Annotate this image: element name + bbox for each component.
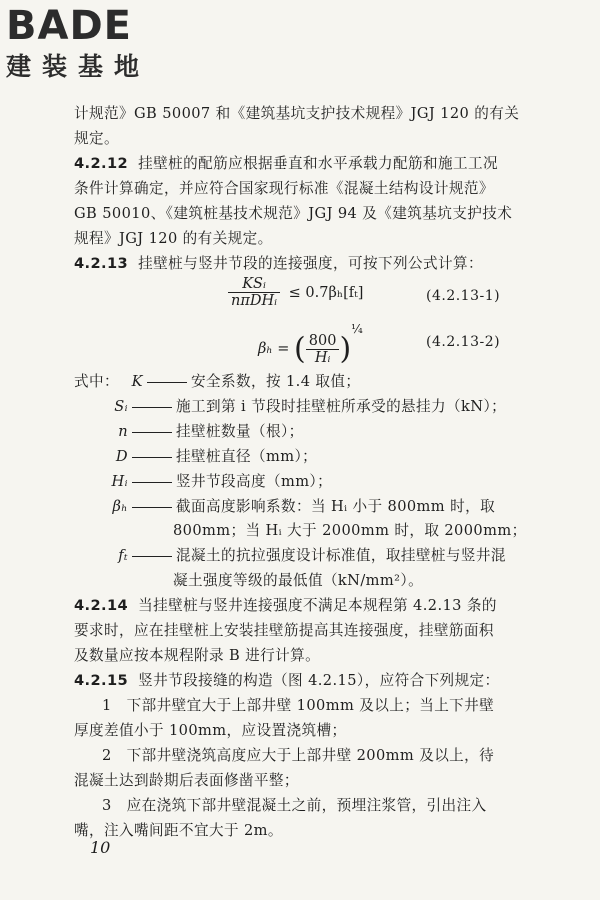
text-line: 挂壁桩与竖井节段的连接强度，可按下列公式计算： (138, 255, 483, 272)
fraction-denominator: Hᵢ (314, 349, 331, 366)
logo-chinese: 建装基地 (6, 52, 151, 81)
symbol: K (131, 373, 143, 390)
symbol: n (118, 423, 128, 440)
formula-lhs: βₕ = (258, 341, 290, 357)
section-4-2-13 (74, 254, 483, 274)
logo (6, 4, 150, 82)
where-clause (74, 372, 360, 392)
section-number: 4.2.13 (74, 255, 129, 272)
symbol-description: 截面高度影响系数：当 Hᵢ 小于 800mm 时，取 (176, 498, 496, 515)
where-item (100, 497, 495, 517)
where-item (100, 397, 506, 417)
text-line: 800mm；当 Hᵢ 大于 2000mm 时，取 2000mm； (173, 522, 527, 539)
symbol: D (115, 448, 128, 465)
page-number: 10 (90, 838, 111, 857)
fraction-numerator: 800 (306, 333, 340, 350)
symbol-description: 施工到第 i 节段时挂壁桩所承受的悬挂力（kN）； (176, 398, 507, 415)
text-line: 规定。 (74, 130, 119, 147)
section-number: 4.2.12 (74, 155, 129, 172)
text-line: 厚度差值小于 100mm，应设置浇筑槽； (74, 722, 347, 739)
fraction (306, 333, 340, 366)
text-line: 要求时，应在挂壁桩上安装挂壁筋提高其连接强度，挂壁筋面积 (74, 622, 494, 639)
text-line: 竖井节段接缝的构造（图 4.2.15），应符合下列规定： (138, 672, 500, 689)
text-line: GB 50010、《建筑桩基技术规范》JGJ 94 及《建筑基坑支护技术 (74, 205, 513, 222)
text-line: 混凝土达到龄期后表面修凿平整； (74, 772, 299, 789)
where-lead: 式中： (74, 373, 119, 390)
formula-4-2-13-2: βₕ = ( $\frac{800}{\text{Hᵢ}}$ )$^{\frac{1}{4}}$ (258, 322, 363, 367)
symbol-description: 混凝土的抗拉强度设计标准值，取挂壁桩与竖井混 (176, 547, 506, 564)
equation-number: (4.2.13-1) (426, 288, 501, 304)
section-number: 4.2.14 (74, 597, 129, 614)
section-4-2-15 (74, 671, 500, 691)
exponent: ¼ (351, 322, 363, 336)
equation-number: (4.2.13-2) (426, 334, 501, 350)
symbol: Sᵢ (114, 398, 128, 415)
text-line: 及数量应按本规程附录 B 进行计算。 (74, 647, 321, 664)
where-item (100, 422, 304, 442)
fraction-numerator: KSᵢ (228, 276, 280, 293)
symbol-description: 挂壁桩数量（根）； (176, 423, 304, 440)
formula-rhs: ≤ 0.7βₕ[fₜ] (288, 284, 364, 301)
symbol-description: 挂壁桩直径（mm）； (176, 448, 318, 465)
where-item (100, 546, 506, 566)
section-number: 4.2.15 (74, 672, 129, 689)
text-line: 条件计算确定，并应符合国家现行标准《混凝土结构设计规范》 (74, 180, 494, 197)
fraction-denominator: nπDHᵢ (231, 293, 278, 309)
list-item: 2 下部井壁浇筑高度应大于上部井壁 200mm 及以上，待 (102, 747, 495, 764)
text-line: 挂壁桩的配筋应根据垂直和水平承载力配筋和施工工况 (138, 155, 498, 172)
text-line: 规程》JGJ 120 的有关规定。 (74, 230, 273, 247)
symbol-description: 竖井节段高度（mm）； (176, 473, 333, 490)
logo-latin: BADE (6, 3, 132, 49)
formula-4-2-13-1 (228, 276, 363, 309)
symbol: fₜ (118, 547, 128, 564)
where-item (100, 472, 332, 492)
where-item (100, 447, 317, 467)
text-line: 计规范》GB 50007 和《建筑基坑支护技术规程》JGJ 120 的有关 (74, 105, 520, 122)
list-item: 1 下部井壁宜大于上部井壁 100mm 及以上；当上下井壁 (102, 697, 495, 714)
text-line: 当挂壁桩与竖井连接强度不满足本规程第 4.2.13 条的 (138, 597, 497, 614)
symbol: Hᵢ (111, 473, 128, 490)
text-line: 凝土强度等级的最低值（kN/mm²）。 (173, 572, 424, 589)
text-line: 嘴，注入嘴间距不宜大于 2m。 (74, 822, 283, 839)
section-4-2-12 (74, 154, 498, 174)
section-4-2-14 (74, 596, 497, 616)
symbol: βₕ (112, 498, 128, 515)
symbol-description: 安全系数，按 1.4 取值； (190, 373, 361, 390)
list-item: 3 应在浇筑下部井壁混凝土之前，预埋注浆管，引出注入 (102, 797, 487, 814)
fraction (228, 276, 280, 309)
